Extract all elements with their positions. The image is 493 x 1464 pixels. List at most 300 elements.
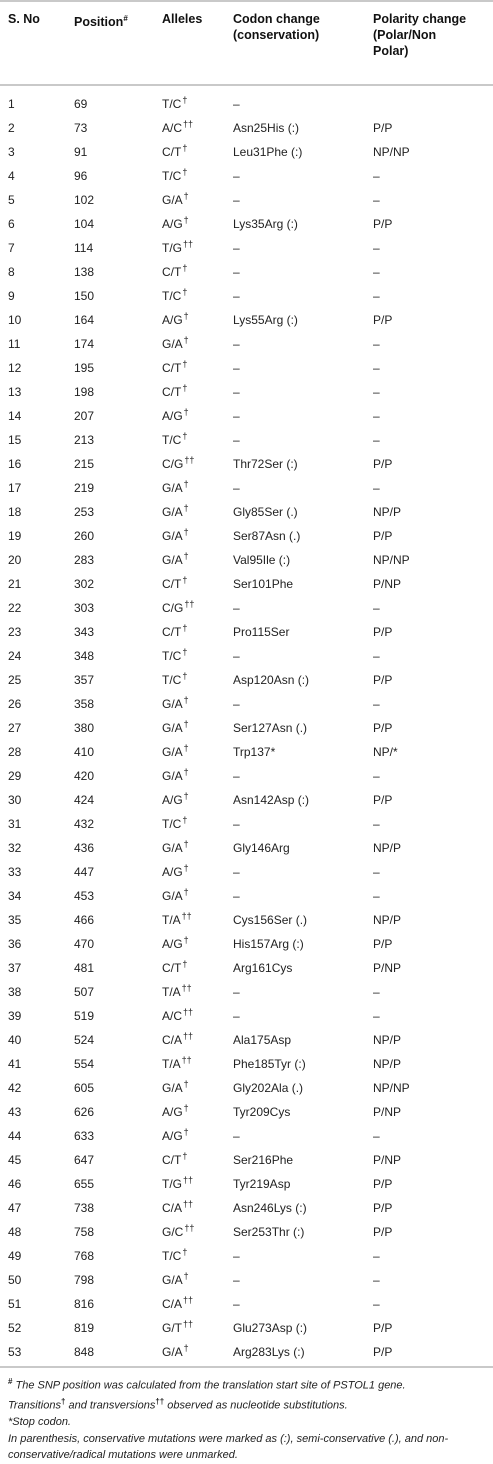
substitution-mark: † xyxy=(183,839,189,849)
cell-codon-change: Ala175Asp xyxy=(233,1033,292,1047)
allele-value: A/G xyxy=(162,793,183,807)
cell-sno: 41 xyxy=(8,1057,22,1071)
cell-sno: 48 xyxy=(8,1225,22,1239)
cell-alleles xyxy=(162,404,189,429)
allele-value: A/G xyxy=(162,313,183,327)
table-row xyxy=(0,500,493,524)
allele-value: G/A xyxy=(162,553,183,567)
cell-position: 481 xyxy=(74,961,95,975)
cell-codon-change: – xyxy=(233,1297,240,1311)
allele-value: C/A xyxy=(162,1033,183,1047)
cell-alleles xyxy=(162,1148,187,1173)
cell-alleles xyxy=(162,1124,189,1149)
cell-codon-change: Gly146Arg xyxy=(233,841,290,855)
allele-value: A/G xyxy=(162,865,183,879)
cell-position: 207 xyxy=(74,409,95,423)
cell-position: 174 xyxy=(74,337,95,351)
substitution-mark: † xyxy=(183,1343,189,1353)
allele-value: T/C xyxy=(162,1249,182,1263)
cell-polarity-change: – xyxy=(373,265,380,279)
cell-alleles xyxy=(162,740,189,765)
substitution-mark: †† xyxy=(183,239,194,249)
cell-sno: 3 xyxy=(8,145,15,159)
cell-alleles xyxy=(162,476,189,501)
substitution-mark: † xyxy=(183,1271,189,1281)
table-footnotes xyxy=(0,1368,493,1464)
cell-polarity-change: P/P xyxy=(373,625,393,639)
cell-position: 358 xyxy=(74,697,95,711)
cell-position: 410 xyxy=(74,745,95,759)
cell-position: 453 xyxy=(74,889,95,903)
cell-polarity-change: – xyxy=(373,817,380,831)
cell-codon-change: – xyxy=(233,169,240,183)
allele-value: G/A xyxy=(162,1273,183,1287)
cell-polarity-change: NP/NP xyxy=(373,145,410,159)
cell-sno: 11 xyxy=(8,337,21,351)
allele-value: C/T xyxy=(162,145,182,159)
cell-codon-change: – xyxy=(233,697,240,711)
table-row xyxy=(0,92,493,116)
substitution-mark: † xyxy=(182,1151,188,1161)
cell-alleles xyxy=(162,860,189,885)
cell-position: 260 xyxy=(74,529,95,543)
cell-position: 798 xyxy=(74,1273,95,1287)
allele-value: G/C xyxy=(162,1225,184,1239)
cell-sno: 53 xyxy=(8,1345,22,1359)
cell-polarity-change: P/P xyxy=(373,217,393,231)
table-row xyxy=(0,1076,493,1100)
cell-codon-change: Asn25His (:) xyxy=(233,121,300,135)
substitution-mark: †† xyxy=(184,599,195,609)
cell-polarity-change: P/P xyxy=(373,529,393,543)
cell-position: 466 xyxy=(74,913,95,927)
cell-codon-change: – xyxy=(233,817,240,831)
cell-codon-change: Tyr209Cys xyxy=(233,1105,291,1119)
cell-polarity-change: NP/P xyxy=(373,1057,402,1071)
cell-polarity-change: NP/P xyxy=(373,913,402,927)
cell-alleles xyxy=(162,572,187,597)
allele-value: T/C xyxy=(162,97,182,111)
substitution-mark: † xyxy=(182,143,188,153)
cell-alleles xyxy=(162,980,192,1005)
cell-codon-change: Phe185Tyr (:) xyxy=(233,1057,306,1071)
cell-position: 816 xyxy=(74,1297,95,1311)
cell-polarity-change: – xyxy=(373,1009,380,1023)
header-polarity-change xyxy=(373,11,491,59)
header-sno: S. No xyxy=(8,12,40,26)
cell-alleles xyxy=(162,1076,189,1101)
substitution-mark: † xyxy=(182,263,188,273)
cell-codon-change: Trp137* xyxy=(233,745,276,759)
table-row xyxy=(0,1220,493,1244)
cell-alleles xyxy=(162,812,187,837)
cell-codon-change: – xyxy=(233,649,240,663)
table-row xyxy=(0,1148,493,1172)
cell-position: 302 xyxy=(74,577,95,591)
cell-sno: 52 xyxy=(8,1321,22,1335)
cell-alleles xyxy=(162,644,187,669)
allele-value: C/G xyxy=(162,457,184,471)
cell-codon-change: Cys156Ser (.) xyxy=(233,913,308,927)
cell-codon-change: – xyxy=(233,361,240,375)
cell-sno: 36 xyxy=(8,937,22,951)
cell-sno: 20 xyxy=(8,553,22,567)
cell-polarity-change: – xyxy=(373,433,380,447)
allele-value: T/G xyxy=(162,241,182,255)
table-row xyxy=(0,740,493,764)
cell-position: 114 xyxy=(74,241,94,255)
table-row xyxy=(0,1244,493,1268)
allele-value: C/A xyxy=(162,1201,183,1215)
cell-position: 104 xyxy=(74,217,95,231)
cell-sno: 43 xyxy=(8,1105,22,1119)
cell-polarity-change: P/P xyxy=(373,1345,393,1359)
cell-alleles xyxy=(162,1172,193,1197)
cell-codon-change: Ser127Asn (.) xyxy=(233,721,308,735)
substitution-mark: †† xyxy=(181,911,192,921)
cell-sno: 18 xyxy=(8,505,22,519)
substitution-mark: † xyxy=(183,479,189,489)
cell-polarity-change: – xyxy=(373,649,380,663)
cell-codon-change: – xyxy=(233,481,240,495)
table-row xyxy=(0,524,493,548)
substitution-mark: † xyxy=(183,767,189,777)
table-row xyxy=(0,428,493,452)
header-polarity-line2: (Polar/Non xyxy=(373,28,437,42)
cell-alleles xyxy=(162,884,189,909)
header-position xyxy=(74,11,128,30)
table-row xyxy=(0,212,493,236)
substitution-mark: †† xyxy=(183,119,194,129)
cell-polarity-change: P/NP xyxy=(373,577,402,591)
table-row xyxy=(0,476,493,500)
cell-sno: 33 xyxy=(8,865,22,879)
substitution-mark: †† xyxy=(184,1223,195,1233)
cell-sno: 5 xyxy=(8,193,15,207)
substitution-mark: † xyxy=(183,743,189,753)
cell-codon-change: Asn142Asp (:) xyxy=(233,793,310,807)
table-row xyxy=(0,692,493,716)
cell-position: 633 xyxy=(74,1129,95,1143)
cell-position: 102 xyxy=(74,193,95,207)
cell-codon-change: Lys35Arg (:) xyxy=(233,217,298,231)
substitution-mark: † xyxy=(182,167,188,177)
table-row xyxy=(0,716,493,740)
cell-position: 848 xyxy=(74,1345,95,1359)
allele-value: G/A xyxy=(162,889,183,903)
cell-polarity-change: P/NP xyxy=(373,1105,402,1119)
cell-position: 303 xyxy=(74,601,95,615)
allele-value: T/C xyxy=(162,433,182,447)
cell-codon-change: – xyxy=(233,265,240,279)
cell-position: 470 xyxy=(74,937,95,951)
cell-codon-change: – xyxy=(233,409,240,423)
table-row xyxy=(0,620,493,644)
table-row xyxy=(0,260,493,284)
cell-polarity-change: P/P xyxy=(373,1177,393,1191)
cell-polarity-change: – xyxy=(373,697,380,711)
cell-sno: 7 xyxy=(8,241,15,255)
cell-codon-change: – xyxy=(233,985,240,999)
cell-sno: 28 xyxy=(8,745,22,759)
cell-alleles xyxy=(162,1220,194,1245)
cell-position: 343 xyxy=(74,625,95,639)
cell-position: 73 xyxy=(74,121,88,135)
table-row xyxy=(0,980,493,1004)
table-row xyxy=(0,908,493,932)
cell-polarity-change: P/P xyxy=(373,673,393,687)
cell-alleles xyxy=(162,1316,193,1341)
cell-position: 738 xyxy=(74,1201,95,1215)
table-body xyxy=(0,92,493,1364)
cell-position: 215 xyxy=(74,457,95,471)
table-row xyxy=(0,404,493,428)
cell-sno: 17 xyxy=(8,481,22,495)
allele-value: T/A xyxy=(162,1057,181,1071)
allele-value: C/T xyxy=(162,385,182,399)
table-row xyxy=(0,860,493,884)
cell-alleles xyxy=(162,260,187,285)
cell-codon-change: Leu31Phe (:) xyxy=(233,145,303,159)
cell-position: 69 xyxy=(74,97,88,111)
substitution-mark: † xyxy=(183,1127,189,1137)
cell-alleles xyxy=(162,788,189,813)
footnote-position-text: The SNP position was calculated from the translation start site of PSTOL1 gene. xyxy=(15,1379,406,1392)
cell-codon-change: Lys55Arg (:) xyxy=(233,313,298,327)
cell-sno: 39 xyxy=(8,1009,22,1023)
cell-polarity-change: NP/NP xyxy=(373,1081,410,1095)
cell-codon-change: – xyxy=(233,337,240,351)
table-row xyxy=(0,356,493,380)
cell-polarity-change: NP/P xyxy=(373,505,402,519)
allele-value: C/T xyxy=(162,961,182,975)
allele-value: T/C xyxy=(162,169,182,183)
cell-sno: 42 xyxy=(8,1081,22,1095)
substitution-mark: †† xyxy=(184,455,195,465)
cell-sno: 12 xyxy=(8,361,22,375)
cell-polarity-change: P/P xyxy=(373,793,393,807)
substitution-mark: † xyxy=(183,527,189,537)
cell-position: 655 xyxy=(74,1177,95,1191)
table-row xyxy=(0,452,493,476)
table-row xyxy=(0,1268,493,1292)
cell-sno: 14 xyxy=(8,409,22,423)
cell-codon-change: Gly85Ser (.) xyxy=(233,505,298,519)
footnote-transitions xyxy=(8,1394,485,1414)
allele-value: G/A xyxy=(162,745,183,759)
allele-value: G/A xyxy=(162,697,183,711)
cell-polarity-change: – xyxy=(373,1129,380,1143)
substitution-mark: † xyxy=(182,959,188,969)
cell-polarity-change: – xyxy=(373,337,380,351)
cell-codon-change: – xyxy=(233,241,240,255)
cell-alleles xyxy=(162,284,187,309)
cell-codon-change: – xyxy=(233,1009,240,1023)
cell-codon-change: – xyxy=(233,889,240,903)
cell-sno: 13 xyxy=(8,385,22,399)
cell-alleles xyxy=(162,1340,189,1365)
cell-position: 420 xyxy=(74,769,95,783)
cell-sno: 46 xyxy=(8,1177,22,1191)
cell-codon-change: Ser216Phe xyxy=(233,1153,294,1167)
substitution-mark: † xyxy=(183,695,189,705)
allele-value: G/A xyxy=(162,337,183,351)
allele-value: G/A xyxy=(162,1081,183,1095)
table-row xyxy=(0,1340,493,1364)
cell-sno: 45 xyxy=(8,1153,22,1167)
table-row xyxy=(0,1028,493,1052)
cell-codon-change: Pro115Ser xyxy=(233,625,290,639)
table-row xyxy=(0,236,493,260)
cell-codon-change: Gly202Ala (.) xyxy=(233,1081,304,1095)
cell-sno: 37 xyxy=(8,961,22,975)
footnote-and-transversions: and transversions xyxy=(68,1399,156,1412)
cell-alleles xyxy=(162,116,193,141)
cell-alleles xyxy=(162,908,192,933)
cell-polarity-change: P/NP xyxy=(373,961,402,975)
allele-value: T/C xyxy=(162,649,182,663)
table-row xyxy=(0,812,493,836)
cell-polarity-change: – xyxy=(373,289,380,303)
cell-alleles xyxy=(162,140,187,165)
allele-value: T/C xyxy=(162,817,182,831)
cell-alleles xyxy=(162,1100,189,1125)
substitution-mark: † xyxy=(183,215,189,225)
cell-position: 357 xyxy=(74,673,95,687)
cell-codon-change: – xyxy=(233,97,240,111)
cell-alleles xyxy=(162,356,187,381)
table-row xyxy=(0,284,493,308)
cell-codon-change: – xyxy=(233,433,240,447)
cell-codon-change: – xyxy=(233,601,240,615)
footnote-hash-mark: # xyxy=(8,1377,13,1386)
cell-polarity-change: P/P xyxy=(373,721,393,735)
cell-alleles xyxy=(162,836,189,861)
cell-position: 626 xyxy=(74,1105,95,1119)
cell-polarity-change: NP/NP xyxy=(373,553,410,567)
substitution-mark: †† xyxy=(181,1055,192,1065)
allele-value: A/C xyxy=(162,121,183,135)
cell-sno: 31 xyxy=(8,817,22,831)
substitution-mark: † xyxy=(182,95,188,105)
substitution-mark: † xyxy=(182,815,188,825)
cell-alleles xyxy=(162,500,189,525)
cell-position: 554 xyxy=(74,1057,95,1071)
cell-position: 424 xyxy=(74,793,95,807)
cell-sno: 34 xyxy=(8,889,22,903)
cell-sno: 49 xyxy=(8,1249,22,1263)
cell-codon-change: Val95Ile (:) xyxy=(233,553,291,567)
cell-position: 164 xyxy=(74,313,95,327)
allele-value: C/T xyxy=(162,625,182,639)
cell-position: 436 xyxy=(74,841,95,855)
header-position-sup: # xyxy=(123,14,128,23)
table-row xyxy=(0,764,493,788)
cell-sno: 35 xyxy=(8,913,22,927)
substitution-mark: † xyxy=(183,1079,189,1089)
cell-codon-change: – xyxy=(233,289,240,303)
cell-position: 819 xyxy=(74,1321,95,1335)
substitution-mark: † xyxy=(183,887,189,897)
cell-position: 283 xyxy=(74,553,95,567)
allele-value: C/T xyxy=(162,361,182,375)
substitution-mark: † xyxy=(182,359,188,369)
cell-polarity-change: – xyxy=(373,409,380,423)
cell-position: 348 xyxy=(74,649,95,663)
substitution-mark: † xyxy=(182,575,188,585)
cell-sno: 26 xyxy=(8,697,22,711)
substitution-mark: † xyxy=(183,863,189,873)
substitution-mark: † xyxy=(182,431,188,441)
table-row xyxy=(0,140,493,164)
substitution-mark: † xyxy=(183,551,189,561)
table-row xyxy=(0,164,493,188)
allele-value: G/A xyxy=(162,193,183,207)
allele-value: G/A xyxy=(162,529,183,543)
allele-value: T/C xyxy=(162,289,182,303)
cell-polarity-change: – xyxy=(373,481,380,495)
cell-polarity-change: P/NP xyxy=(373,1153,402,1167)
cell-position: 253 xyxy=(74,505,95,519)
cell-polarity-change: P/P xyxy=(373,457,393,471)
substitution-mark: †† xyxy=(183,1295,194,1305)
cell-position: 647 xyxy=(74,1153,95,1167)
allele-value: T/A xyxy=(162,985,181,999)
cell-alleles xyxy=(162,188,189,213)
cell-sno: 50 xyxy=(8,1273,22,1287)
cell-position: 507 xyxy=(74,985,95,999)
cell-position: 96 xyxy=(74,169,88,183)
table-row xyxy=(0,836,493,860)
table-header xyxy=(0,2,493,84)
substitution-mark: †† xyxy=(183,1319,194,1329)
cell-alleles xyxy=(162,764,189,789)
cell-polarity-change: – xyxy=(373,865,380,879)
substitution-mark: † xyxy=(183,719,189,729)
cell-position: 380 xyxy=(74,721,95,735)
cell-codon-change: Ser87Asn (.) xyxy=(233,529,301,543)
cell-polarity-change: – xyxy=(373,361,380,375)
table-row xyxy=(0,932,493,956)
allele-value: T/G xyxy=(162,1177,182,1191)
table-row xyxy=(0,644,493,668)
allele-value: G/A xyxy=(162,1345,183,1359)
cell-alleles xyxy=(162,212,189,237)
substitution-mark: † xyxy=(182,383,188,393)
cell-codon-change: – xyxy=(233,865,240,879)
cell-codon-change: – xyxy=(233,193,240,207)
cell-sno: 29 xyxy=(8,769,22,783)
substitution-mark: †† xyxy=(183,1031,194,1041)
cell-sno: 51 xyxy=(8,1297,22,1311)
cell-polarity-change: NP/P xyxy=(373,841,402,855)
cell-sno: 44 xyxy=(8,1129,22,1143)
allele-value: G/T xyxy=(162,1321,182,1335)
cell-alleles xyxy=(162,332,189,357)
header-codon-line1: Codon change xyxy=(233,12,320,26)
cell-alleles xyxy=(162,1052,192,1077)
cell-position: 519 xyxy=(74,1009,95,1023)
cell-codon-change: Glu273Asp (:) xyxy=(233,1321,308,1335)
cell-polarity-change: – xyxy=(373,985,380,999)
substitution-mark: † xyxy=(183,935,189,945)
table-row xyxy=(0,884,493,908)
cell-alleles xyxy=(162,308,189,333)
cell-sno: 2 xyxy=(8,121,15,135)
cell-position: 213 xyxy=(74,433,95,447)
substitution-mark: † xyxy=(182,623,188,633)
footnote-position xyxy=(8,1374,485,1394)
